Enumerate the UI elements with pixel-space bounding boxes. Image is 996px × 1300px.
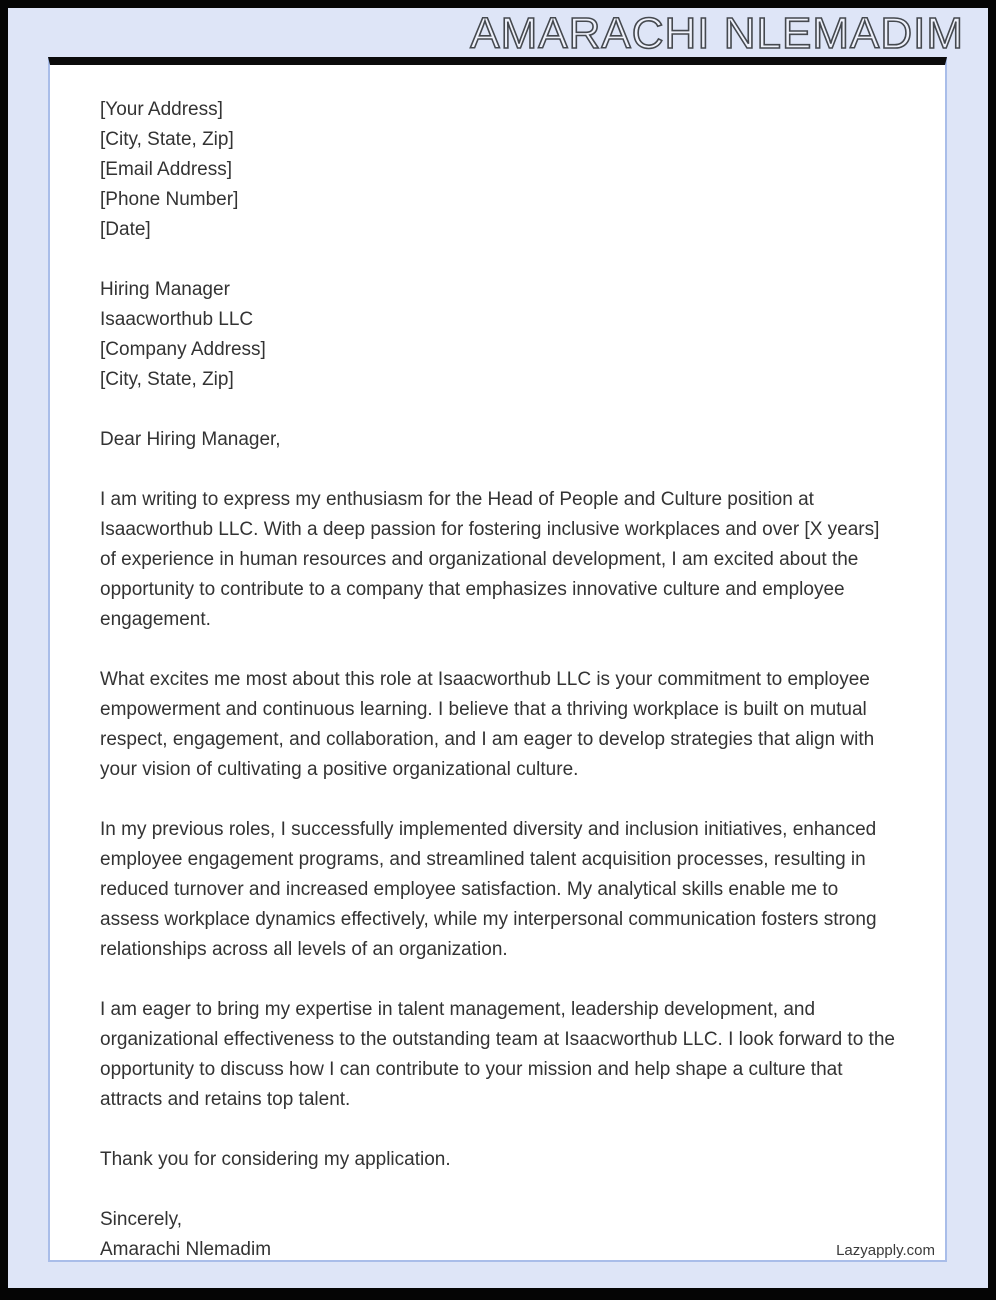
body-paragraph-1: I am writing to express my enthusiasm for the Head of People and Culture position at Isaacworthub LLC. With a deep passion for fostering inclusive workplaces and over [X years] of experience in human resources and organizational development, I am excited about the opportunity to contribute to a company that emphasizes innovative culture and employee engagement. — [100, 489, 880, 630]
salutation — [100, 425, 895, 455]
salutation-line: Dear Hiring Manager, — [100, 429, 281, 450]
letterhead-name: AMARACHI NLEMADIM — [470, 9, 964, 58]
recipient-name-line: Hiring Manager — [100, 279, 230, 300]
date-line: [Date] — [100, 219, 151, 240]
sender-address-block — [100, 95, 895, 245]
sender-phone-line: [Phone Number] — [100, 189, 239, 210]
footer-brand: Lazyapply.com — [836, 1242, 935, 1259]
closing-line: Sincerely, — [100, 1209, 183, 1230]
thank-you-line: Thank you for considering my application. — [100, 1149, 451, 1170]
body-paragraph-4: I am eager to bring my expertise in talent management, leadership development, and organizational effectiveness to the outstanding team at Isaacworthub LLC. I look forward to the opportunity to discuss how I can contribute to your mission and help shape a culture that attracts and retains top talent. — [100, 999, 895, 1110]
recipient-address-block — [100, 275, 895, 395]
body-paragraph-3: In my previous roles, I successfully implemented diversity and inclusion initiatives, enhanced employee engagement programs, and streamlined talent acquisition processes, resulting in reduced turnover and increased employee satisfaction. My analytical skills enable me to assess workplace dynamics effectively, while my interpersonal communication fosters strong relationships across all levels of an organization. — [100, 819, 877, 960]
sender-address-line: [Your Address] — [100, 99, 223, 120]
signature-block — [100, 1205, 895, 1265]
recipient-company-line: Isaacworthub LLC — [100, 309, 254, 330]
sender-city-line: [City, State, Zip] — [100, 129, 234, 150]
body-paragraph-2: What excites me most about this role at Isaacworthub LLC is your commitment to employee empowerment and continuous learning. I believe that a thriving workplace is built on mutual respect, engagement, and collaboration, and I am eager to develop strategies that align with your vision of cultivating a positive organizational culture. — [100, 669, 875, 780]
sender-email-line: [Email Address] — [100, 159, 232, 180]
recipient-city-line: [City, State, Zip] — [100, 369, 234, 390]
letter-content — [50, 65, 945, 1265]
recipient-address-line: [Company Address] — [100, 339, 266, 360]
signature-name: Amarachi Nlemadim — [100, 1239, 272, 1260]
letter-page — [48, 57, 947, 1262]
